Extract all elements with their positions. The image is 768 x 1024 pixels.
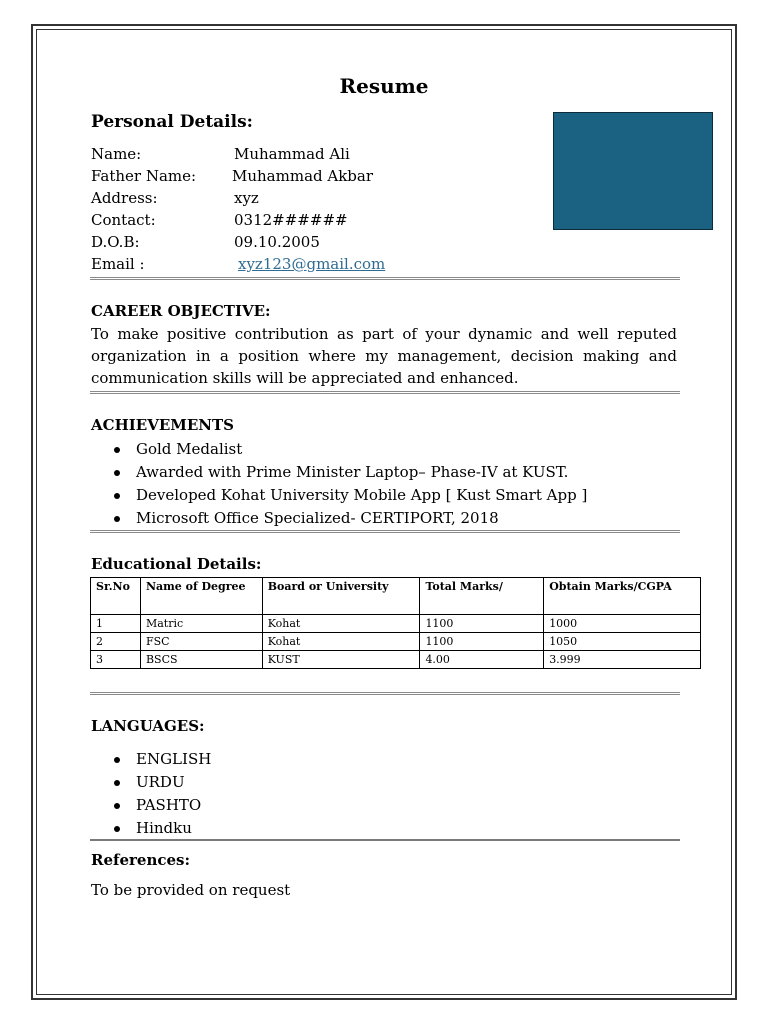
education-table (90, 577, 701, 669)
achievement-text: Developed Kohat University Mobile App [ Kust Smart App ] (136, 486, 588, 504)
table-cell: 1 (91, 615, 141, 633)
bullet-icon (114, 470, 120, 476)
table-cell: 2 (91, 633, 141, 651)
document-title: Resume (339, 74, 429, 98)
column-header: Total Marks/ (420, 578, 544, 615)
list-item (91, 461, 587, 484)
table-row (91, 651, 701, 669)
achievement-text: Gold Medalist (136, 440, 243, 458)
personal-label: Address: (91, 189, 158, 207)
bullet-icon (114, 803, 120, 809)
list-item (91, 507, 587, 530)
section-divider (90, 839, 680, 841)
bullet-icon (114, 493, 120, 499)
personal-value: Muhammad Ali (234, 145, 350, 163)
references-text: To be provided on request (91, 881, 291, 899)
column-header: Board or University (262, 578, 420, 615)
section-divider (90, 530, 680, 533)
personal-value: 0312###### (234, 211, 348, 229)
column-header: Obtain Marks/CGPA (544, 578, 701, 615)
personal-label: Contact: (91, 211, 156, 229)
list-item (91, 771, 211, 794)
language-text: URDU (136, 773, 185, 791)
column-header: Sr.No (91, 578, 141, 615)
list-item (91, 748, 211, 771)
table-cell: FSC (140, 633, 262, 651)
table-cell: 1100 (420, 633, 544, 651)
email-link[interactable]: xyz123@gmail.com (238, 255, 386, 273)
table-cell: KUST (262, 651, 420, 669)
bullet-icon (114, 757, 120, 763)
language-text: Hindku (136, 819, 192, 837)
bullet-icon (114, 826, 120, 832)
bullet-icon (114, 447, 120, 453)
section-divider (90, 391, 680, 394)
table-cell: 1050 (544, 633, 701, 651)
list-item (91, 438, 587, 461)
career-objective-paragraph: To make positive contribution as part of your dynamic and well reputed organization in a position where my management, decision making and communication skills will be appreciated and enhanced. (91, 325, 677, 387)
section-divider (90, 277, 680, 280)
personal-details-heading: Personal Details: (91, 112, 253, 132)
achievement-text: Awarded with Prime Minister Laptop– Phase-IV at KUST. (136, 463, 569, 481)
career-objective-text (91, 323, 677, 389)
table-cell: 1000 (544, 615, 701, 633)
table-header-row (91, 578, 701, 615)
table-row (91, 633, 701, 651)
achievements-heading: ACHIEVEMENTS (91, 416, 235, 434)
career-objective-heading: CAREER OBJECTIVE: (91, 302, 271, 320)
achievement-text: Microsoft Office Specialized- CERTIPORT, 2018 (136, 509, 499, 527)
list-item (91, 794, 211, 817)
personal-value: xyz (234, 189, 259, 207)
table-cell: Matric (140, 615, 262, 633)
personal-value: 09.10.2005 (234, 233, 320, 251)
list-item (91, 817, 211, 840)
personal-label: D.O.B: (91, 233, 140, 251)
profile-photo (553, 112, 713, 230)
table-cell: 3 (91, 651, 141, 669)
list-item (91, 484, 587, 507)
achievements-list (91, 438, 587, 530)
languages-list (91, 748, 211, 840)
languages-heading: LANGUAGES: (91, 717, 205, 735)
personal-label: Name: (91, 145, 142, 163)
table-cell: Kohat (262, 615, 420, 633)
language-text: PASHTO (136, 796, 202, 814)
bullet-icon (114, 780, 120, 786)
personal-value: Muhammad Akbar (232, 167, 374, 185)
personal-label: Father Name: (91, 167, 197, 185)
section-divider (90, 692, 680, 695)
table-cell: BSCS (140, 651, 262, 669)
educational-details-heading: Educational Details: (91, 555, 262, 573)
table-cell: 3.999 (544, 651, 701, 669)
references-heading: References: (91, 851, 191, 869)
table-row (91, 615, 701, 633)
language-text: ENGLISH (136, 750, 212, 768)
personal-label: Email : (91, 255, 145, 273)
table-cell: Kohat (262, 633, 420, 651)
column-header: Name of Degree (140, 578, 262, 615)
table-cell: 1100 (420, 615, 544, 633)
bullet-icon (114, 516, 120, 522)
table-cell: 4.00 (420, 651, 544, 669)
